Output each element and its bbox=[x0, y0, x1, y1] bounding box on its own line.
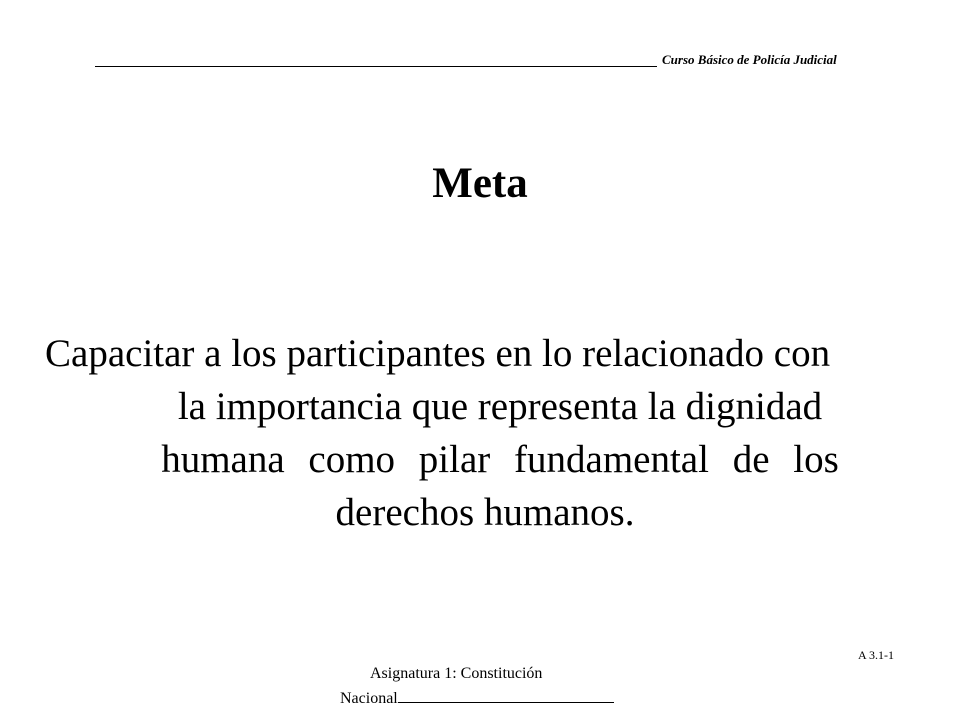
course-title: Curso Básico de Policía Judicial bbox=[662, 52, 837, 67]
goal-line-4: derechos humanos. bbox=[335, 491, 635, 534]
footer-underline bbox=[398, 702, 614, 703]
goal-line-3: humana como pilar fundamental de los bbox=[161, 438, 839, 481]
goal-line-2: la importancia que representa la dignidad bbox=[177, 385, 823, 428]
goal-line-1: Capacitar a los participantes en lo relacionado con bbox=[45, 332, 831, 375]
slide-code: A 3.1-1 bbox=[858, 648, 894, 662]
goal-description bbox=[45, 327, 915, 539]
header-rule bbox=[95, 66, 657, 67]
footer-subject-line-1: Asignatura 1: Constitución bbox=[370, 665, 543, 682]
footer-subject-line-2 bbox=[340, 690, 614, 708]
footer-subject-text: Nacional bbox=[340, 690, 398, 707]
slide-title: Meta bbox=[432, 160, 528, 207]
